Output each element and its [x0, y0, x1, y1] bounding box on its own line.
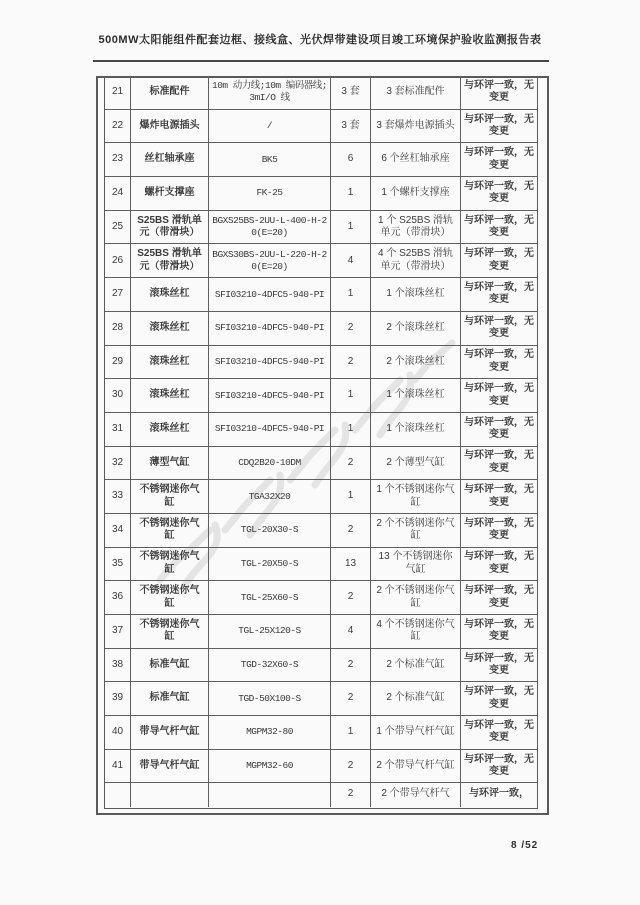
- cell-no: 21: [105, 76, 131, 109]
- cell-name: 带导气杆气缸: [131, 750, 209, 783]
- cell-spec: TGD-50X100-S: [209, 682, 331, 715]
- cell-spec: TGL-20X30-S: [209, 514, 331, 547]
- cell-no: 28: [105, 312, 131, 345]
- cell-spec: TGL-20X50-S: [209, 548, 331, 581]
- table-row: [105, 480, 537, 514]
- cell-remark: 与环评一致，无变更: [464, 551, 534, 575]
- cell-remark: 与环评一致，无变更: [464, 719, 534, 744]
- cell-no: 39: [105, 682, 131, 715]
- cell-name: 丝杠轴承座: [131, 143, 209, 176]
- cell-no: 41: [105, 750, 131, 783]
- cell-name: 带导气杆气缸: [131, 716, 209, 749]
- cell-qty: 2: [331, 312, 371, 345]
- cell-no: 33: [105, 480, 131, 513]
- cell-actual: 2 个带导气杆气: [371, 783, 461, 807]
- table-row: [105, 413, 537, 447]
- table-row: [105, 581, 537, 615]
- cell-remark: 与环评一致，无变更: [464, 79, 534, 104]
- table-row: [105, 244, 537, 278]
- cell-remark: 与环评一致，无变更: [464, 450, 534, 474]
- cell-qty: 1: [331, 177, 371, 210]
- cell-qty: 1: [331, 278, 371, 311]
- cell-qty: 2: [331, 783, 371, 807]
- table-row: [105, 649, 537, 683]
- cell-qty: 4: [331, 244, 371, 277]
- cell-actual: 6 个丝杠轴承座: [371, 143, 461, 176]
- cell-spec: SFI03210-4DFC5-940-PI: [209, 413, 331, 446]
- cell-actual: 4 个不锈钢迷你气缸: [371, 615, 461, 648]
- cell-remark: 与环评一致，无变更: [464, 147, 534, 171]
- cell-remark: 与环评一致，无变更: [464, 180, 534, 205]
- equipment-table: [104, 76, 538, 809]
- cell-qty: 2: [331, 682, 371, 715]
- cell-qty: 2: [331, 581, 371, 614]
- cell-no: 26: [105, 244, 131, 277]
- cell-name: 螺杆支撑座: [131, 177, 209, 210]
- table-row: [105, 312, 537, 346]
- cell-actual: 1 个滚珠丝杠: [371, 413, 461, 446]
- cell-no: 27: [105, 278, 131, 311]
- cell-actual: 13 个不锈钢迷你气缸: [371, 548, 461, 581]
- cell-actual: 2 个带导气杆气缸: [371, 750, 461, 783]
- cell-actual: 1 个滚珠丝杠: [371, 379, 461, 412]
- cell-no: 31: [105, 413, 131, 446]
- cell-actual: 2 个标准气缸: [371, 682, 461, 715]
- cell-name: 滚珠丝杠: [131, 312, 209, 345]
- table-row: [105, 447, 537, 481]
- table-row: [105, 682, 537, 716]
- cell-name: 标准配件: [131, 76, 209, 109]
- cell-remark: 与环评一致，无变更: [464, 686, 534, 710]
- cell-spec: TGL-25X60-S: [209, 581, 331, 614]
- cell-no: 35: [105, 548, 131, 581]
- cell-qty: 1: [331, 211, 371, 244]
- cell-qty: 1: [331, 379, 371, 412]
- cell-remark: 与环评一致，无变更: [464, 484, 534, 508]
- cell-no: 22: [105, 110, 131, 143]
- cell-remark: 与环评一致，无变更: [464, 585, 534, 609]
- table-row: [105, 211, 537, 245]
- cell-qty: 1: [331, 413, 371, 446]
- cell-actual: 1 个螺杆支撑座: [371, 177, 461, 210]
- table-row: [105, 177, 537, 211]
- cell-spec: /: [209, 110, 331, 143]
- cell-remark: 与环评一致，无变更: [464, 315, 534, 340]
- cell-no: 23: [105, 143, 131, 176]
- cell-name: S25BS 滑轨单元（带滑块）: [131, 211, 209, 244]
- cell-name: 滚珠丝杠: [131, 379, 209, 412]
- cell-spec: SFI03210-4DFC5-940-PI: [209, 278, 331, 311]
- cell-actual: 3 套爆炸电源插头: [371, 110, 461, 143]
- cell-no: [105, 783, 131, 807]
- cell-spec: [209, 783, 331, 807]
- cell-actual: 1 个不锈钢迷你气缸: [371, 480, 461, 513]
- table-row: [105, 76, 537, 110]
- cell-spec: MGPM32-60: [209, 750, 331, 783]
- equipment-table-body: [105, 76, 537, 807]
- cell-spec: SFI03210-4DFC5-940-PI: [209, 379, 331, 412]
- cell-actual: 1 个带导气杆气缸: [371, 716, 461, 749]
- cell-spec: FK-25: [209, 177, 331, 210]
- cell-actual: 3 套标准配件: [371, 76, 461, 109]
- cell-name: 爆炸电源插头: [131, 110, 209, 143]
- cell-remark: 与环评一致，无变更: [464, 517, 534, 542]
- cell-remark: 与环评一致，无变更: [464, 281, 534, 306]
- cell-actual: 2 个不锈钢迷你气缸: [371, 581, 461, 614]
- cell-qty: 3 套: [331, 110, 371, 143]
- cell-name: 不锈钢迷你气缸: [131, 514, 209, 547]
- table-row: [105, 514, 537, 548]
- cell-remark: 与环评一致，无变更: [464, 618, 534, 643]
- cell-actual: 4 个 S25BS 滑轨单元（带滑块）: [371, 244, 461, 277]
- cell-spec: TGL-25X120-S: [209, 615, 331, 648]
- cell-qty: 6: [331, 143, 371, 176]
- cell-remark: 与环评一致，无变更: [464, 248, 534, 272]
- cell-actual: 1 个 S25BS 滑轨单元（带滑块）: [371, 211, 461, 244]
- cell-actual: 2 个不锈钢迷你气缸: [371, 514, 461, 547]
- cell-qty: 2: [331, 649, 371, 682]
- cell-no: 40: [105, 716, 131, 749]
- cell-no: 37: [105, 615, 131, 648]
- table-row: [105, 615, 537, 649]
- cell-no: 25: [105, 211, 131, 244]
- cell-name: 滚珠丝杠: [131, 346, 209, 379]
- cell-remark: 与环评一致，无变更: [464, 349, 534, 373]
- cell-no: 30: [105, 379, 131, 412]
- cell-name: 不锈钢迷你气缸: [131, 480, 209, 513]
- cell-spec: SFI03210-4DFC5-940-PI: [209, 312, 331, 345]
- cell-no: 36: [105, 581, 131, 614]
- cell-actual: 2 个标准气缸: [371, 649, 461, 682]
- table-row: [105, 783, 537, 807]
- table-row: [105, 379, 537, 413]
- cell-name: 不锈钢迷你气缸: [131, 548, 209, 581]
- cell-remark: 与环评一致，: [469, 788, 529, 800]
- cell-qty: 13: [331, 548, 371, 581]
- cell-name: 不锈钢迷你气缸: [131, 615, 209, 648]
- cell-spec: MGPM32-80: [209, 716, 331, 749]
- cell-actual: 2 个滚珠丝杠: [371, 346, 461, 379]
- table-row: [105, 750, 537, 784]
- cell-qty: 1: [331, 480, 371, 513]
- cell-no: 29: [105, 346, 131, 379]
- cell-name: 薄型气缸: [131, 447, 209, 480]
- cell-qty: 2: [331, 447, 371, 480]
- cell-qty: 4: [331, 615, 371, 648]
- cell-qty: 2: [331, 750, 371, 783]
- title-underline: [93, 60, 549, 62]
- cell-actual: 2 个薄型气缸: [371, 447, 461, 480]
- cell-remark: 与环评一致，无变更: [464, 753, 534, 778]
- cell-spec: TGD-32X60-S: [209, 649, 331, 682]
- cell-remark: 与环评一致，无变更: [464, 416, 534, 441]
- cell-spec: SFI03210-4DFC5-940-PI: [209, 346, 331, 379]
- table-row: [105, 548, 537, 582]
- cell-name: [131, 783, 209, 807]
- table-row: [105, 716, 537, 750]
- cell-name: 滚珠丝杠: [131, 413, 209, 446]
- table-row: [105, 278, 537, 312]
- cell-qty: 2: [331, 514, 371, 547]
- cell-no: 24: [105, 177, 131, 210]
- cell-no: 34: [105, 514, 131, 547]
- document-title: 500MW太阳能组件配套边框、接线盒、光伏焊带建设项目竣工环境保护验收监测报告表: [98, 34, 542, 46]
- cell-no: 32: [105, 447, 131, 480]
- cell-qty: 2: [331, 346, 371, 379]
- table-row: [105, 346, 537, 380]
- cell-spec: TGA32X20: [209, 480, 331, 513]
- cell-name: 标准气缸: [131, 682, 209, 715]
- cell-spec: BGXS30BS-2UU-L-220-H-20(E=20): [209, 244, 331, 277]
- cell-remark: 与环评一致，无变更: [464, 652, 534, 677]
- cell-name: S25BS 滑轨单元（带滑块）: [131, 244, 209, 277]
- cell-actual: 1 个滚珠丝杠: [371, 278, 461, 311]
- cell-qty: 1: [331, 716, 371, 749]
- cell-remark: 与环评一致，无变更: [464, 214, 534, 239]
- cell-spec: CDQ2B20-10DM: [209, 447, 331, 480]
- cell-no: 38: [105, 649, 131, 682]
- table-row: [105, 143, 537, 177]
- cell-qty: 3 套: [331, 76, 371, 109]
- cell-spec: 10m 动力线;10m 编码器线;3mI/O 线: [209, 76, 331, 109]
- cell-remark: 与环评一致，无变更: [464, 113, 534, 138]
- cell-name: 滚珠丝杠: [131, 278, 209, 311]
- cell-name: 不锈钢迷你气缸: [131, 581, 209, 614]
- cell-spec: BGXS25BS-2UU-L-400-H-20(E=20): [209, 211, 331, 244]
- cell-remark: 与环评一致，无变更: [464, 383, 534, 407]
- page-number: 8 /52: [511, 840, 539, 851]
- cell-actual: 2 个滚珠丝杠: [371, 312, 461, 345]
- cell-name: 标准气缸: [131, 649, 209, 682]
- cell-spec: BK5: [209, 143, 331, 176]
- table-row: [105, 110, 537, 144]
